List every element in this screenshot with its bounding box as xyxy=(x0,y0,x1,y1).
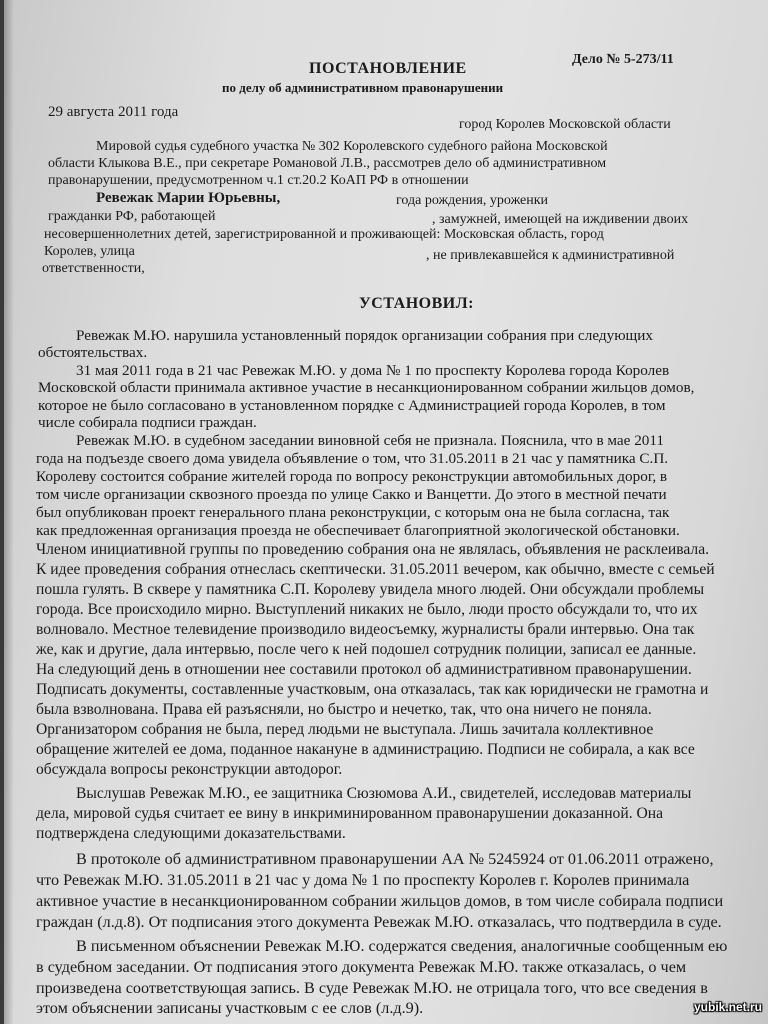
body-line: К идее проведения собрания отнеслась скептически. 31.05.2011 вечером, как обычно, вместе с семьей xyxy=(36,561,715,578)
body-line: которое не было согласовано в установленном порядке с Администрацией города Королев, в том xyxy=(38,397,666,414)
body-line: этом объяснении записаны участковым с ее слов (л.д.9). xyxy=(36,999,424,1017)
intro-line: ответственности, xyxy=(42,261,145,276)
body-line: города. Все происходило мирно. Выступлений никаких не было, люди просто обсуждали то, что их xyxy=(36,601,698,618)
body-line: активное участие в несанкционированном собрании жильцов домов, в том числе собирала подписи xyxy=(36,892,724,910)
body-line: что Ревежак М.Ю. 31.05.2011 в 21 час у дома № 1 по проспекту Королев г. Королев принимала xyxy=(36,871,690,889)
document-title: ПОСТАНОВЛЕНИЕ xyxy=(309,60,467,77)
intro-line: , замужней, имеющей на иждивении двоих xyxy=(432,212,689,227)
body-line: пошла гулять. В сквере у памятника С.П. Королеву увидела много людей. Они обсуждали проблемы xyxy=(36,581,705,598)
body-line: был опубликован проект генерального плана реконструкции, с которым она не была согласна, так xyxy=(36,504,670,521)
intro-line: года рождения, уроженки xyxy=(396,193,549,208)
body-line: Ревежак М.Ю. в судебном заседании виновной себя не признала. Пояснила, что в мае 2011 xyxy=(76,432,665,449)
site-watermark: yubik.net.ru xyxy=(693,1000,762,1014)
intro-line: гражданки РФ, работающей xyxy=(48,209,216,224)
body-line: граждан (л.д.8). От подписания этого документа Ревежак М.Ю. отказалась, что подтвердила в суде. xyxy=(36,913,722,931)
body-line: В письменном объяснении Ревежак М.Ю. содержатся сведения, аналогичные сообщенным ею xyxy=(76,937,728,955)
body-line: Выслушав Ревежак М.Ю., ее защитника Сюзюмова А.И., свидетелей, исследовав материалы xyxy=(76,785,692,802)
intro-line: , не привлекавшейся к административной xyxy=(426,248,675,263)
page-edge-shadow xyxy=(4,0,14,1024)
body-line: года на подъезде своего дома увидела объявление о том, что 31.05.2011 в 21 час у памятника С.П. xyxy=(36,450,669,467)
body-line: обращение жителей ее дома, поданное накануне в администрацию. Подписи не собирала, а как все xyxy=(36,741,695,758)
body-line: дела, мировой судья считает ее вину в инкриминированном правонарушении доказанной. Она xyxy=(36,805,664,822)
body-line: числе собирала подписи граждан. xyxy=(38,414,257,431)
body-line: В протоколе об административном правонарушении АА № 5245924 от 01.06.2011 отражено, xyxy=(76,850,714,868)
intro-line: Мировой судья судебного участка № 302 Королевского судебного района Московской xyxy=(96,139,608,154)
body-line: обстоятельствах. xyxy=(38,344,148,361)
intro-line: правонарушении, предусмотренном ч.1 ст.20.2 КоАП РФ в отношении xyxy=(48,173,469,188)
body-line: 31 мая 2011 года в 21 час Ревежак М.Ю. у дома № 1 по проспекту Королева города Королев xyxy=(76,362,670,379)
body-line: том числе организации сквозного проезда по улице Сакко и Ванцетти. До этого в местной печати xyxy=(36,486,667,503)
body-line: же, как и другие, дала интервью, после чего к ней подошел сотрудник полиции, записал ее данные. xyxy=(36,641,697,658)
body-line: На следующий день в отношении нее составили протокол об административном правонарушении. xyxy=(36,661,692,678)
intro-line: несовершеннолетних детей, зарегистрированной и проживающей: Московская область, город xyxy=(44,227,604,242)
body-line: Королеву состоится собрание жителей города по вопросу реконструкции автомобильных дорог, в xyxy=(36,468,668,485)
body-line: Организатором собрания не была, перед людьми не выступала. Лишь зачитала коллективное xyxy=(36,721,654,738)
body-line: подтверждена следующими доказательствами. xyxy=(36,825,346,842)
body-line: Ревежак М.Ю. нарушила установленный порядок организации собрания при следующих xyxy=(76,327,653,344)
body-line: произведена соответствующая запись. В суде Ревежак М.Ю. не отрицала того, что все сведения в xyxy=(36,979,708,997)
document-subtitle: по делу об административном правонарушении xyxy=(222,80,504,95)
document-date: 29 августа 2011 года xyxy=(48,104,179,120)
case-number: Дело № 5-273/11 xyxy=(572,52,674,67)
body-line: в судебном заседании. От подписания этого документа Ревежак М.Ю. также отказалась, о чем xyxy=(36,958,687,976)
body-line: была взволнована. Права ей разъясняли, но быстро и нечетко, так, что она ничего не поняла. xyxy=(36,701,652,718)
body-line: обсуждала вопросы реконструкции автодорог. xyxy=(36,761,343,778)
body-line: Членом инициативной группы по проведению собрания она не являлась, объявления не расклеивала. xyxy=(36,541,710,558)
body-line: Московской области принимала активное участие в несанкционированном собрании жильцов домов, xyxy=(38,379,695,396)
intro-line: области Клыкова В.Е., при секретаре Романовой Л.В., рассмотрев дело об административном xyxy=(48,156,607,171)
intro-line: Королев, улица xyxy=(44,244,135,259)
body-line: Подписать документы, составленные участковым, она отказалась, так как юридически не грамотна и xyxy=(36,681,709,698)
body-line: волновало. Местное телевидение производило видеосъемку, журналисты брали интервью. Она так xyxy=(36,621,695,638)
body-line: как предложенная организация проезда не обеспечивает благоприятной экологической обстановки. xyxy=(36,522,680,539)
document-city: город Королев Московской области xyxy=(459,117,671,132)
document-page xyxy=(4,0,768,1024)
section-heading: УСТАНОВИЛ: xyxy=(359,295,474,312)
defendant-name: Ревежак Марии Юрьевны, xyxy=(96,190,281,206)
